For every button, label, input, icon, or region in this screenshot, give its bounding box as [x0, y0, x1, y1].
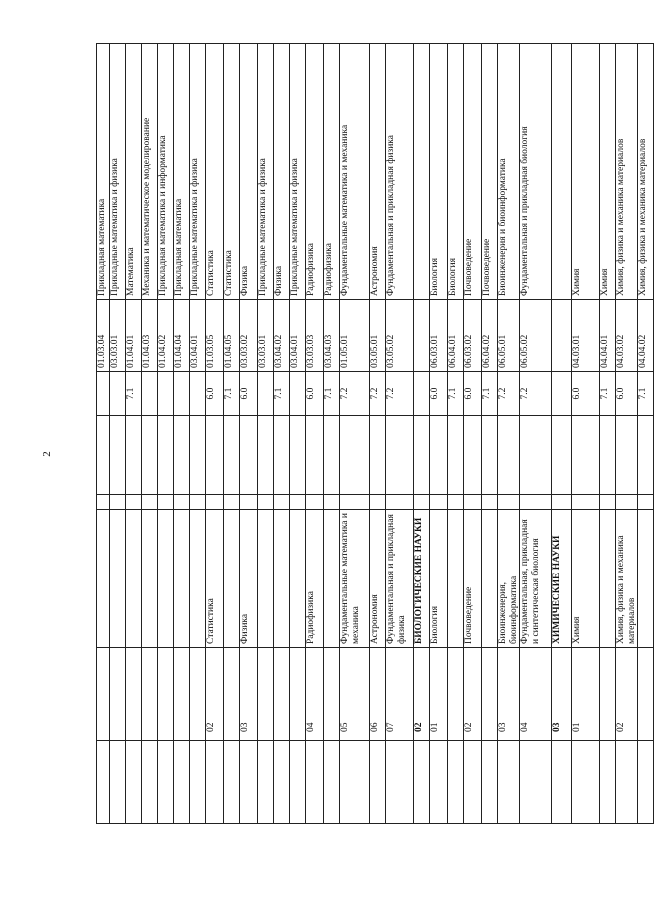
field-name [224, 510, 240, 648]
program-name: Механика и математическое моделирование [142, 44, 158, 300]
page-number: 2 [41, 451, 53, 457]
table-row [240, 44, 258, 824]
program-name: Химия, физика и механика материалов [616, 44, 638, 300]
blank-cell [97, 495, 110, 510]
program-name: Фундаментальные математика и механика [340, 44, 370, 300]
table-row [482, 44, 498, 824]
subgroup-code [258, 648, 274, 741]
blank-cell [110, 416, 126, 495]
program-code: 03.03.01 [258, 300, 274, 372]
subgroup-code: 07 [386, 648, 414, 741]
subgroup-code [482, 648, 498, 741]
blank-cell [498, 495, 520, 510]
table-row [324, 44, 340, 824]
blank-cell [306, 416, 324, 495]
level [97, 372, 110, 416]
blank-cell [638, 416, 654, 495]
program-code: 01.04.03 [142, 300, 158, 372]
program-name: Биоинженерия и биоинформатика [498, 44, 520, 300]
group-cell [158, 741, 174, 824]
program-code: 06.05.01 [498, 300, 520, 372]
group-cell [498, 741, 520, 824]
level: 7.1 [482, 372, 498, 416]
subgroup-code: 04 [306, 648, 324, 741]
subgroup-code [142, 648, 158, 741]
subgroup-code [158, 648, 174, 741]
program-name: Статистика [206, 44, 224, 300]
program-code: 06.05.02 [520, 300, 552, 372]
blank-cell [158, 416, 174, 495]
level [142, 372, 158, 416]
blank-cell [110, 495, 126, 510]
group-cell [206, 741, 224, 824]
group-cell [110, 741, 126, 824]
program-code: 06.04.01 [448, 300, 464, 372]
level: 7.2 [370, 372, 386, 416]
subgroup-code: 01 [572, 648, 600, 741]
level: 7.1 [126, 372, 142, 416]
table-row [386, 44, 414, 824]
subgroup-code: 02 [414, 648, 430, 741]
subgroup-code [190, 648, 206, 741]
table-row [174, 44, 190, 824]
blank-cell [552, 495, 572, 510]
program-code: 04.03.01 [572, 300, 600, 372]
level [174, 372, 190, 416]
group-cell [386, 741, 414, 824]
level: 7.1 [448, 372, 464, 416]
program-name: Почвоведение [482, 44, 498, 300]
table-row [158, 44, 174, 824]
level [110, 372, 126, 416]
blank-cell [520, 416, 552, 495]
field-name [174, 510, 190, 648]
table-row [520, 44, 552, 824]
group-cell [174, 741, 190, 824]
blank-cell [448, 416, 464, 495]
blank-cell [414, 416, 430, 495]
level: 6.0 [306, 372, 324, 416]
program-code: 01.04.01 [126, 300, 142, 372]
program-code [552, 300, 572, 372]
blank-cell [158, 495, 174, 510]
program-code: 06.03.02 [464, 300, 482, 372]
level: 6.0 [206, 372, 224, 416]
program-code: 03.03.02 [240, 300, 258, 372]
blank-cell [386, 495, 414, 510]
program-code: 03.05.02 [386, 300, 414, 372]
blank-cell [572, 416, 600, 495]
group-cell [430, 741, 448, 824]
program-name: Химия, физика и механика материалов [638, 44, 654, 300]
field-name [274, 510, 290, 648]
group-cell [448, 741, 464, 824]
blank-cell [174, 495, 190, 510]
field-name [97, 510, 110, 648]
group-cell [258, 741, 274, 824]
field-name [290, 510, 306, 648]
level: 7.1 [224, 372, 240, 416]
field-name: Фундаментальная и прикладная физика [386, 510, 414, 648]
subgroup-code [638, 648, 654, 741]
field-name [448, 510, 464, 648]
table-row [498, 44, 520, 824]
blank-cell [572, 495, 600, 510]
subgroup-code: 04 [520, 648, 552, 741]
table-row [142, 44, 158, 824]
level [552, 372, 572, 416]
level [258, 372, 274, 416]
blank-cell [206, 495, 224, 510]
program-code: 01.03.05 [206, 300, 224, 372]
group-cell [97, 741, 110, 824]
blank-cell [224, 495, 240, 510]
field-name [482, 510, 498, 648]
level: 7.1 [638, 372, 654, 416]
program-name: Биология [448, 44, 464, 300]
table-row [370, 44, 386, 824]
level: 6.0 [616, 372, 638, 416]
blank-cell [414, 495, 430, 510]
group-cell [126, 741, 142, 824]
blank-cell [464, 495, 482, 510]
program-code: 03.04.02 [274, 300, 290, 372]
blank-cell [274, 416, 290, 495]
subgroup-code: 06 [370, 648, 386, 741]
blank-cell [190, 495, 206, 510]
table-row [616, 44, 638, 824]
subgroup-code: 03 [552, 648, 572, 741]
blank-cell [324, 416, 340, 495]
blank-cell [430, 495, 448, 510]
group-cell [324, 741, 340, 824]
program-name: Прикладные математика и физика [110, 44, 126, 300]
field-name [158, 510, 174, 648]
blank-cell [97, 416, 110, 495]
group-cell [306, 741, 324, 824]
field-name: ХИМИЧЕСКИЕ НАУКИ [552, 510, 572, 648]
blank-cell [142, 416, 158, 495]
program-code: 06.03.01 [430, 300, 448, 372]
group-cell [572, 741, 600, 824]
table-row [430, 44, 448, 824]
group-cell [240, 741, 258, 824]
subgroup-code [274, 648, 290, 741]
blank-cell [290, 416, 306, 495]
program-code: 03.03.03 [306, 300, 324, 372]
blank-cell [638, 495, 654, 510]
field-name: Химия, физика и механика материалов [616, 510, 638, 648]
field-name [258, 510, 274, 648]
blank-cell [258, 416, 274, 495]
field-name: Химия [572, 510, 600, 648]
field-name [190, 510, 206, 648]
subgroup-code: 02 [464, 648, 482, 741]
program-code: 01.04.02 [158, 300, 174, 372]
field-name: Фундаментальные математика и механика [340, 510, 370, 648]
field-name [142, 510, 158, 648]
group-cell [142, 741, 158, 824]
table-row [600, 44, 616, 824]
program-name: Прикладная математика и информатика [158, 44, 174, 300]
blank-cell [600, 416, 616, 495]
blank-cell [142, 495, 158, 510]
program-name: Биология [430, 44, 448, 300]
group-cell [224, 741, 240, 824]
level: 6.0 [464, 372, 482, 416]
blank-cell [224, 416, 240, 495]
program-name: Почвоведение [464, 44, 482, 300]
table-body [97, 44, 654, 824]
blank-cell [386, 416, 414, 495]
blank-cell [290, 495, 306, 510]
level: 7.1 [600, 372, 616, 416]
blank-cell [616, 495, 638, 510]
group-cell [274, 741, 290, 824]
group-cell [638, 741, 654, 824]
field-name: Фундаментальная, прикладная и синтетическая биология [520, 510, 552, 648]
table-row [258, 44, 274, 824]
blank-cell [482, 495, 498, 510]
field-name: Статистика [206, 510, 224, 648]
program-code: 01.04.05 [224, 300, 240, 372]
subgroup-code [324, 648, 340, 741]
field-name [126, 510, 142, 648]
program-name: Фундаментальная и прикладная биология [520, 44, 552, 300]
level: 7.2 [498, 372, 520, 416]
level: 6.0 [430, 372, 448, 416]
blank-cell [324, 495, 340, 510]
program-code: 03.03.01 [110, 300, 126, 372]
blank-cell [174, 416, 190, 495]
blank-cell [482, 416, 498, 495]
blank-cell [240, 495, 258, 510]
field-name: Биоинженерия, биоинформатика [498, 510, 520, 648]
field-name [110, 510, 126, 648]
program-name: Радиофизика [324, 44, 340, 300]
field-name: Астрономия [370, 510, 386, 648]
program-name: Физика [274, 44, 290, 300]
program-code: 03.05.01 [370, 300, 386, 372]
program-code [414, 300, 430, 372]
level: 6.0 [240, 372, 258, 416]
table-row [274, 44, 290, 824]
program-name [414, 44, 430, 300]
subgroup-code [126, 648, 142, 741]
program-code: 04.04.02 [638, 300, 654, 372]
field-name: Радиофизика [306, 510, 324, 648]
field-name: Биология [430, 510, 448, 648]
group-cell [600, 741, 616, 824]
blank-cell [616, 416, 638, 495]
blank-cell [370, 495, 386, 510]
blank-cell [600, 495, 616, 510]
section-row [552, 44, 572, 824]
subgroup-code [174, 648, 190, 741]
subgroup-code [448, 648, 464, 741]
program-code: 01.05.01 [340, 300, 370, 372]
table-row [306, 44, 324, 824]
table-row [206, 44, 224, 824]
group-cell [414, 741, 430, 824]
group-cell [370, 741, 386, 824]
table-row [638, 44, 654, 824]
blank-cell [206, 416, 224, 495]
program-name: Химия [600, 44, 616, 300]
blank-cell [430, 416, 448, 495]
table-row [224, 44, 240, 824]
group-cell [520, 741, 552, 824]
level: 7.2 [386, 372, 414, 416]
blank-cell [370, 416, 386, 495]
level: 7.2 [340, 372, 370, 416]
program-name: Прикладная математика [97, 44, 110, 300]
level [190, 372, 206, 416]
group-cell [190, 741, 206, 824]
table-row [126, 44, 142, 824]
table-row [448, 44, 464, 824]
blank-cell [274, 495, 290, 510]
blank-cell [520, 495, 552, 510]
level [290, 372, 306, 416]
level [414, 372, 430, 416]
program-name: Прикладные математика и физика [190, 44, 206, 300]
blank-cell [258, 495, 274, 510]
program-name: Прикладные математика и физика [290, 44, 306, 300]
field-name: БИОЛОГИЧЕСКИЕ НАУКИ [414, 510, 430, 648]
group-cell [552, 741, 572, 824]
blank-cell [306, 495, 324, 510]
subgroup-code [290, 648, 306, 741]
program-name: Физика [240, 44, 258, 300]
program-name: Прикладная математика [174, 44, 190, 300]
program-name: Прикладные математика и физика [258, 44, 274, 300]
program-code: 03.04.01 [290, 300, 306, 372]
field-name: Почвоведение [464, 510, 482, 648]
group-cell [340, 741, 370, 824]
subgroup-code [224, 648, 240, 741]
subgroup-code: 03 [498, 648, 520, 741]
blank-cell [190, 416, 206, 495]
program-code: 01.04.04 [174, 300, 190, 372]
field-name [600, 510, 616, 648]
level: 7.1 [274, 372, 290, 416]
program-code: 03.04.03 [324, 300, 340, 372]
program-name: Математика [126, 44, 142, 300]
blank-cell [126, 416, 142, 495]
table-row [572, 44, 600, 824]
level: 6.0 [572, 372, 600, 416]
group-cell [616, 741, 638, 824]
subgroup-code [97, 648, 110, 741]
program-code: 04.03.02 [616, 300, 638, 372]
table-row [464, 44, 482, 824]
subgroup-code: 02 [616, 648, 638, 741]
subgroup-code [110, 648, 126, 741]
table-row [340, 44, 370, 824]
program-name: Астрономия [370, 44, 386, 300]
specialties-table [96, 43, 654, 824]
blank-cell [340, 495, 370, 510]
blank-cell [552, 416, 572, 495]
subgroup-code [600, 648, 616, 741]
subgroup-code: 05 [340, 648, 370, 741]
field-name [324, 510, 340, 648]
level: 7.2 [520, 372, 552, 416]
subgroup-code: 01 [430, 648, 448, 741]
blank-cell [240, 416, 258, 495]
program-code: 06.04.02 [482, 300, 498, 372]
program-name: Химия [572, 44, 600, 300]
program-name: Фундаментальная и прикладная физика [386, 44, 414, 300]
field-name: Физика [240, 510, 258, 648]
table-row [97, 44, 110, 824]
program-code: 03.04.01 [190, 300, 206, 372]
table-row [110, 44, 126, 824]
blank-cell [340, 416, 370, 495]
section-row [414, 44, 430, 824]
blank-cell [448, 495, 464, 510]
program-name: Радиофизика [306, 44, 324, 300]
subgroup-code: 02 [206, 648, 224, 741]
blank-cell [498, 416, 520, 495]
level: 7.1 [324, 372, 340, 416]
program-name [552, 44, 572, 300]
blank-cell [126, 495, 142, 510]
group-cell [290, 741, 306, 824]
blank-cell [464, 416, 482, 495]
rotated-page [96, 44, 648, 824]
table-row [290, 44, 306, 824]
program-code: 01.03.04 [97, 300, 110, 372]
group-cell [482, 741, 498, 824]
program-name: Статистика [224, 44, 240, 300]
level [158, 372, 174, 416]
field-name [638, 510, 654, 648]
program-code: 04.04.01 [600, 300, 616, 372]
group-cell [464, 741, 482, 824]
subgroup-code: 03 [240, 648, 258, 741]
table-row [190, 44, 206, 824]
